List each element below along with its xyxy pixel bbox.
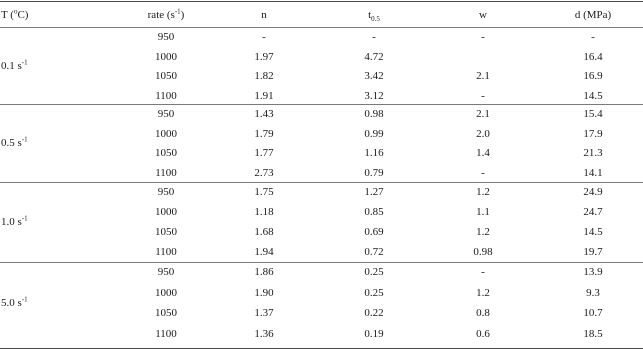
cell-t: 4.72 [364,50,384,63]
cell-t: 0.85 [364,206,384,218]
cell-rate: 1050 [155,307,177,319]
cell-d: 24.9 [583,186,603,198]
cell-t: 0.69 [364,226,384,238]
group-label-text: 1.0 s [1,216,22,228]
cell-d: 15.4 [583,108,603,120]
header-t-sub: 0.5 [371,15,380,24]
cell-t: 0.72 [364,246,384,258]
cell-w: - [481,266,485,278]
cell-n: 2.73 [254,166,274,179]
header-t-text: t [368,9,372,21]
cell-w: 1.2 [476,186,490,198]
cell-d: 18.5 [583,327,603,340]
cell-n: 1.94 [254,246,274,258]
cell-rate: 950 [157,108,175,120]
cell-d: 9.3 [586,286,600,299]
header-rate [148,9,185,22]
group-divider [0,182,643,183]
cell-t: 0.25 [364,266,384,278]
cell-rate: 1050 [155,70,177,82]
cell-t: 3.42 [364,70,384,82]
cell-n: 1.91 [254,89,274,102]
cell-t: 0.99 [364,127,384,140]
cell-d: 10.7 [583,307,603,319]
cell-w: 1.1 [476,206,490,218]
header-temperature-end: C) [17,9,29,21]
cell-w: 1.4 [476,147,490,159]
cell-n: 1.86 [254,266,274,278]
cell-t: 3.12 [364,89,384,102]
group-label-text: 5.0 s [1,296,22,309]
group-label-sup: -1 [21,295,28,304]
cell-t: 0.22 [364,307,384,319]
cell-w: 0.8 [476,307,490,319]
cell-w: - [481,31,485,43]
header-t [368,9,380,22]
cell-rate: 1100 [155,166,177,179]
cell-rate: 1000 [155,206,177,218]
table-top-rule [0,1,643,2]
cell-rate: 950 [157,186,175,198]
cell-d: 17.9 [583,127,603,140]
cell-rate: 1100 [155,246,177,258]
cell-rate: 950 [157,31,175,43]
group-divider [0,104,643,105]
cell-w: - [481,89,485,102]
cell-n: 1.75 [254,186,274,198]
cell-n: - [262,31,266,43]
group-label [1,60,28,73]
header-rate-sup: -1 [174,7,181,16]
cell-n: 1.18 [254,206,274,218]
cell-d: 14.5 [583,226,603,238]
group-label [1,216,28,229]
cell-d: 16.9 [583,70,603,82]
cell-n: 1.36 [254,327,274,340]
cell-w: 0.98 [473,246,493,258]
cell-n: 1.90 [254,286,274,299]
cell-t: 1.27 [364,186,384,198]
header-d: d (MPa) [574,9,612,21]
cell-t: 0.79 [364,166,384,179]
cell-t: - [372,31,376,43]
cell-w: 2.0 [476,127,490,140]
cell-d: 16.4 [583,50,603,63]
cell-rate: 1100 [155,327,177,340]
cell-n: 1.77 [254,147,274,159]
cell-d: 24.7 [583,206,603,218]
cell-w: 1.2 [476,286,490,299]
cell-rate: 950 [157,266,175,278]
group-divider [0,262,643,263]
header-n: n [261,9,267,21]
group-label-sup: -1 [21,214,28,223]
cell-d: - [591,31,595,43]
group-label [1,297,28,310]
cell-n: 1.97 [254,50,274,63]
cell-t: 0.19 [364,327,384,340]
cell-t: 0.98 [364,108,384,120]
cell-w: 2.1 [476,70,490,82]
group-label [1,137,28,150]
header-bottom-rule [0,27,643,28]
cell-w: 1.2 [476,226,490,238]
group-label-sup: -1 [21,58,28,67]
cell-n: 1.43 [254,108,274,120]
cell-w: 0.6 [476,327,490,340]
cell-n: 1.68 [254,226,274,238]
cell-w: 2.1 [476,108,490,120]
cell-rate: 1000 [155,286,177,299]
cell-n: 1.82 [254,70,274,82]
cell-rate: 1000 [155,50,177,63]
cell-d: 21.3 [583,147,603,159]
cell-w: - [481,166,485,179]
table-bottom-rule [0,348,643,349]
cell-t: 1.16 [364,147,384,159]
header-temperature-text: T ( [1,9,14,21]
header-temperature-sup: o [13,7,18,16]
group-label-text: 0.5 s [1,137,22,150]
cell-d: 14.5 [583,89,603,102]
header-rate-end: ) [180,9,185,21]
header-w: w [479,9,487,21]
cell-d: 13.9 [583,266,603,278]
cell-rate: 1000 [155,127,177,140]
cell-n: 1.37 [254,307,274,319]
group-label-text: 0.1 s [1,60,22,73]
cell-t: 0.25 [364,286,384,299]
cell-n: 1.79 [254,127,274,140]
cell-d: 14.1 [583,166,603,179]
cell-rate: 1100 [155,89,177,102]
cell-rate: 1050 [155,226,177,238]
header-temperature [1,9,28,22]
cell-rate: 1050 [155,147,177,159]
cell-d: 19.7 [583,246,603,258]
group-label-sup: -1 [21,135,28,144]
header-rate-text: rate (s [147,9,175,21]
